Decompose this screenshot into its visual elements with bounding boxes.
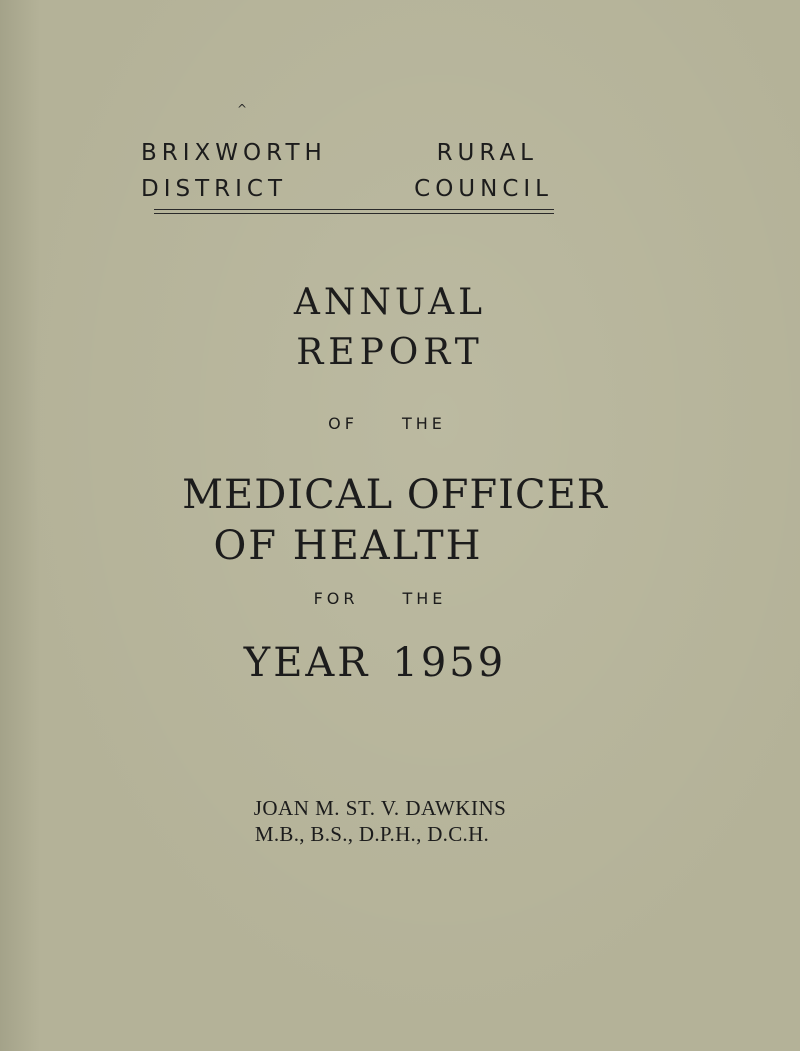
title-of-health: OF HEALTH (213, 523, 483, 569)
title-medical-officer: MEDICAL OFFICER (182, 472, 608, 518)
author-degrees: M.B., B.S., D.P.H., D.C.H. (254, 822, 490, 846)
council-word-rural: RURAL (436, 140, 538, 166)
title-year (0, 640, 775, 686)
title-report: REPORT (296, 332, 484, 373)
council-word-brixworth: BRIXWORTH (141, 140, 327, 166)
council-name-line1 (141, 140, 538, 170)
title-of-the (0, 414, 787, 433)
year-value: 1959 (392, 640, 507, 686)
title-the: THE (401, 414, 446, 433)
caret-mark-icon: ^ (237, 102, 248, 116)
council-word-council: COUNCIL (414, 176, 553, 202)
council-word-district: DISTRICT (141, 176, 288, 202)
year-label: YEAR (243, 640, 371, 686)
title-the-second: THE (402, 589, 447, 608)
double-rule-divider (154, 209, 554, 214)
title-annual: ANNUAL (293, 282, 487, 323)
council-name-line2 (141, 176, 553, 206)
title-of: OF (328, 414, 358, 433)
title-for-the (0, 589, 780, 608)
author-name: JOAN M. ST. V. DAWKINS (253, 796, 507, 820)
title-for: FOR (313, 589, 359, 608)
